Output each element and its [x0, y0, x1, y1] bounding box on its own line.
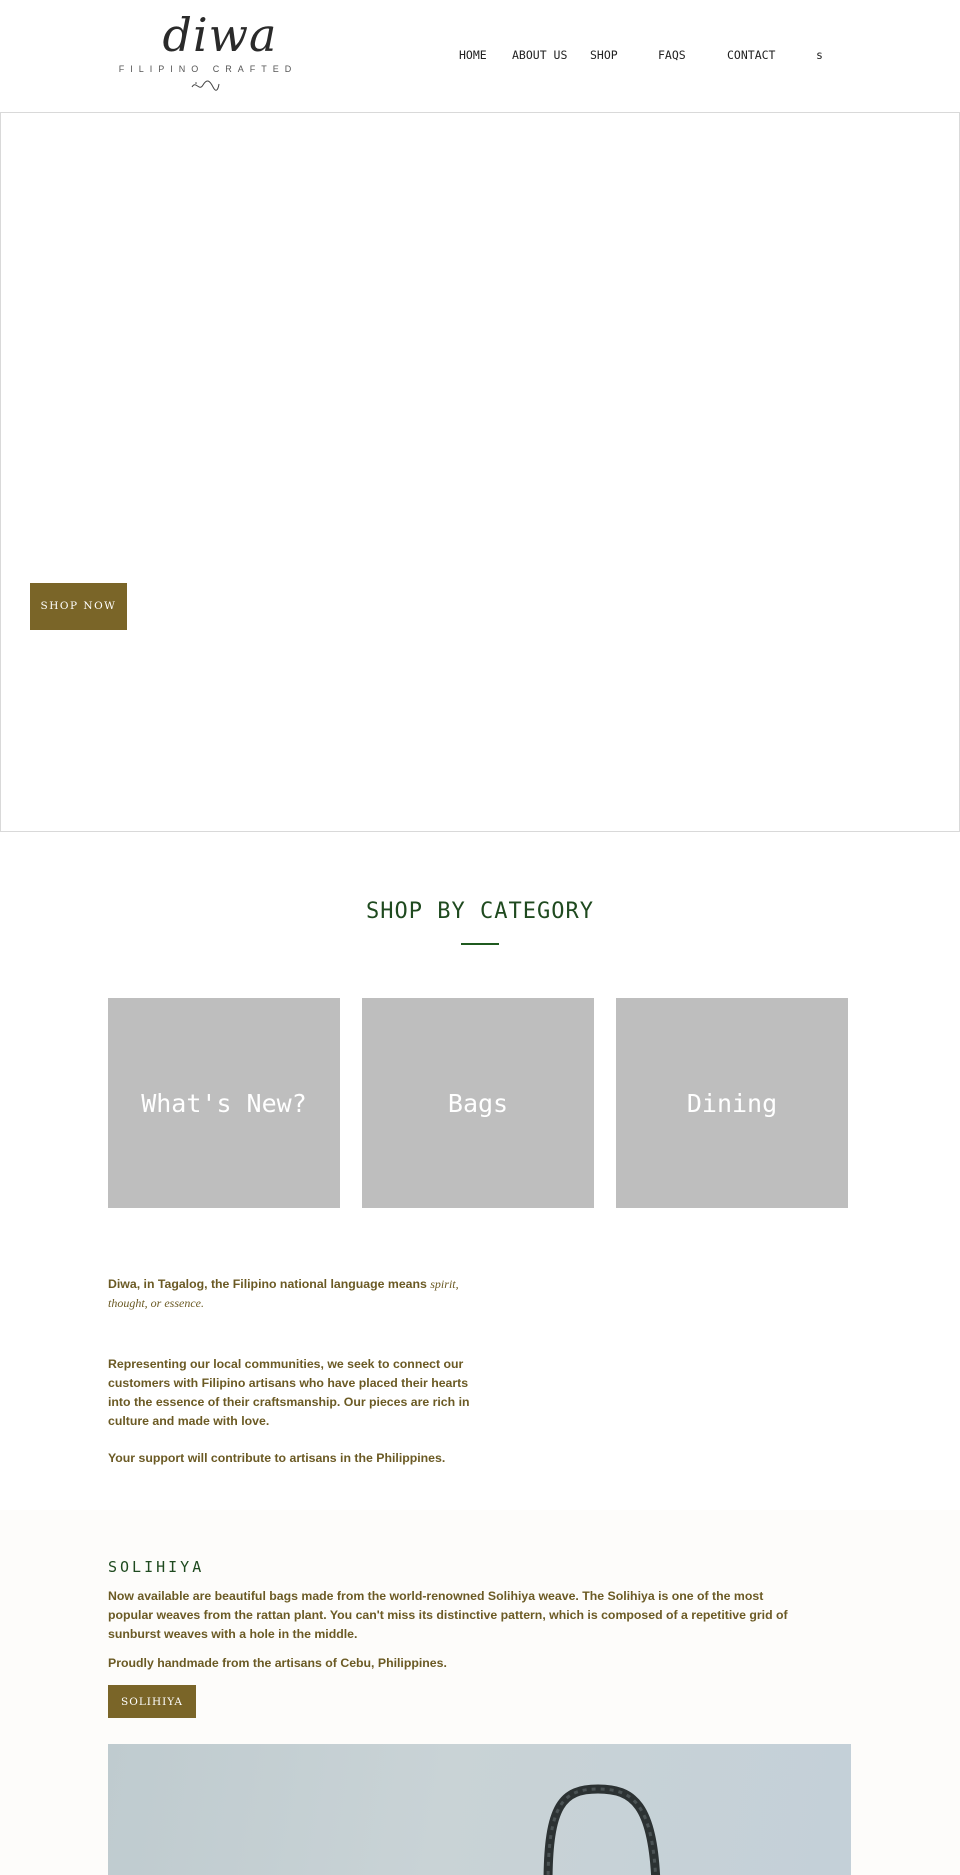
solihiya-bag-photo	[108, 1744, 851, 1875]
nav-home[interactable]: HOME	[459, 48, 487, 62]
shop-now-button[interactable]: SHOP NOW	[30, 583, 127, 630]
logo-tagline: FILIPINO CRAFTED	[118, 64, 298, 74]
logo-flourish-icon	[190, 78, 220, 94]
support-text: Your support will contribute to artisans in the Philippines.	[108, 1451, 446, 1465]
solihiya-origin: Proudly handmade from the artisans of Cebu, Philippines.	[108, 1656, 447, 1670]
category-tile-bags[interactable]	[362, 998, 594, 1208]
nav-contact[interactable]: CONTACT	[727, 48, 776, 62]
site-header	[0, 0, 960, 112]
diwa-meaning-italic: spirit, thought, or essence.	[108, 1277, 459, 1310]
category-section-title: SHOP BY CATEGORY	[366, 899, 594, 924]
logo-script: diwa	[162, 8, 278, 62]
search-icon[interactable]: s	[816, 48, 823, 62]
nav-faqs[interactable]: FAQS	[658, 48, 686, 62]
bag-handle-image	[108, 1744, 851, 1875]
category-label: Bags	[447, 1088, 509, 1118]
diwa-logo[interactable]	[110, 8, 300, 100]
category-label: What's New?	[141, 1088, 307, 1118]
nav-shop[interactable]: SHOP	[590, 48, 618, 62]
title-divider	[461, 943, 499, 945]
solihiya-description: Now available are beautiful bags made from the world-renowned Solihiya weave. The Solihiya is one of the most popular weaves from the rattan plant. You can't miss its distinctive pattern, which is composed of a repetitive grid of sunburst weaves with a hole in the middle.	[108, 1589, 788, 1641]
solihiya-title: SOLIHIYA	[108, 1558, 205, 1576]
category-label: Dining	[686, 1088, 778, 1118]
nav-about-us[interactable]: ABOUT US	[512, 48, 568, 62]
solihiya-button[interactable]: SOLIHIYA	[108, 1685, 196, 1718]
mission-paragraph: Representing our local communities, we seek to connect our customers with Filipino artisans who have placed their hearts into the essence of their craftsmanship. Our pieces are rich in culture and made with love.	[108, 1357, 470, 1428]
category-tile-whats-new[interactable]	[108, 998, 340, 1208]
hero-banner	[0, 112, 960, 832]
diwa-meaning-prefix: Diwa, in Tagalog, the Filipino national language means	[108, 1277, 427, 1291]
diwa-meaning-text	[108, 1275, 478, 1313]
category-tile-dining[interactable]	[616, 998, 848, 1208]
